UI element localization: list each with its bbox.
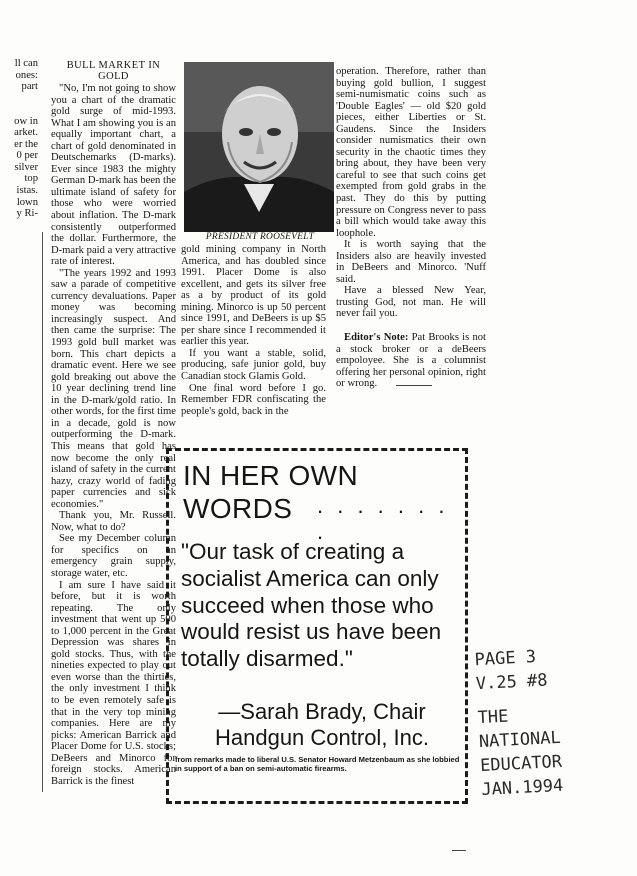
fragment-line: top	[24, 173, 38, 185]
article-column-3	[336, 66, 486, 390]
paragraph: "No, I'm not going to show you a chart of the dramatic gold surge of mid-1993. What I am showing you is an equally important chart, a chart of gold denominated in Deutschemarks (D-marks). Ever since 1983 the mighty German D-mark has been the ultimate island of safety for those who were worried about inflation. The D-mark consistently outperformed the dollar. Furthermore, the D-mark paid a very attractive rate of interest.	[51, 83, 176, 268]
fragment-line: ow in	[14, 115, 38, 127]
roosevelt-photo	[184, 62, 334, 232]
section-headline: BULL MARKET IN GOLD	[66, 60, 161, 82]
paragraph: If you want a stable, solid, producing, safe junior gold, buy Canadian stock Glamis Gold.	[181, 347, 326, 383]
paragraph: operation. Therefore, rather than buying gold bullion, I suggest semi-numismatic coins such as 'Double Eagles' — old $20 gold pieces, either Liberties or St. Gaudens. Since the Insiders consider numismatics their own security in the chaotic times they bring about, they have been very careful to see that such coins get exempted from gold grabs in the past. They do this by putting pressure on Congress never to pass a bill which would take away this loophole.	[336, 66, 486, 239]
fragment-line: er the	[14, 138, 38, 150]
article-column-2	[181, 244, 326, 417]
quote-footnote: from remarks made to liberal U.S. Senator Howard Metzenbaum as she lobbied in support of a ban on semi-automatic firearms.	[175, 755, 460, 773]
editor-note-text: Pat Brooks is not a stock broker or a deBeers empoloyee. She is a columnist offering her personal opinion, right or wrong.	[336, 332, 486, 390]
quote-text: "Our task of creating a socialist America can only succeed when those who would resist us have been totally disarmed."	[181, 539, 442, 672]
article-column-1	[51, 60, 176, 787]
handwritten-note: PAGE 3 V.25 #8 THE NATIONAL EDUCATOR JAN.1994	[474, 647, 564, 801]
fragment-line: part	[21, 81, 38, 93]
box-title-dots: . . . . . . . .	[317, 493, 449, 544]
editor-note	[336, 332, 486, 390]
fragment-line: silver	[14, 161, 38, 173]
fragment-line: ll can	[14, 58, 38, 69]
paragraph: "The years 1992 and 1993 saw a parade of competitive currency devaluations. Paper money was becoming increasingly suspect. And then came the surprise: The 1993 gold bull market was born. This chart depicts a dramatic event. Here we see gold breaking out above the 10 year declining trend line in the D-mark/gold ratio. In other words, for the first time in a decade, gold is now outperforming the D-mark. This means that gold has now become the only real island of safety in the current hazy, crazy world of fading paper currencies and sick economies."	[51, 267, 176, 510]
paragraph: I am sure I have said it before, but it is worth repeating. The only investment that went up 500 to 1,000 percent in the Great Depression was shares in gold stocks. Thus, with the nineties expected to play out even worse than the thirties, the only investment I think to be even remotely safe is that in the very top mining companies. Here are my picks: American Barrick and Placer Dome for U.S. stocks; DeBeers and Minorco for foreign stocks. American Barrick is the finest	[51, 579, 176, 787]
fragment-line: 0 per	[16, 150, 38, 162]
fragment-line: y Ri-	[16, 208, 38, 220]
separator-rule	[396, 385, 432, 386]
fragment-line: arket.	[14, 127, 38, 139]
paragraph: Thank you, Mr. Russell. Now, what to do?	[51, 510, 176, 533]
quote-box	[166, 448, 468, 804]
column-divider	[42, 232, 43, 792]
stray-mark	[452, 850, 466, 851]
box-title: IN HER OWN WORDS	[183, 460, 359, 524]
paragraph: Have a blessed New Year, trusting God, not man. He will never fail you.	[336, 285, 486, 320]
editor-note-label: Editor's Note:	[344, 332, 409, 344]
left-column-fragment	[0, 58, 38, 220]
fragment-line: lown	[16, 196, 38, 208]
fragment-line: istas.	[16, 185, 38, 197]
photo-caption: PRESIDENT ROOSEVELT	[205, 232, 315, 242]
spacer	[336, 320, 486, 332]
fragment-line	[0, 93, 38, 105]
paragraph: See my December column for specifics on an emergency grain supply, storage water, etc.	[51, 533, 176, 579]
paragraph: One final word before I go. Remember FDR confiscating the people's gold, back in the	[181, 382, 326, 417]
fragment-line: ones:	[15, 69, 38, 81]
paragraph: It is worth saying that the Insiders also are heavily invested in DeBeers and Minorco. 'Nuff said.	[336, 239, 486, 285]
fragment-line	[0, 104, 38, 116]
quote-attribution: —Sarah Brady, Chair Handgun Control, Inc.	[214, 699, 430, 750]
paragraph: gold mining company in North America, and has doubled since 1991. Placer Dome is also excellent, and gets its silver free as a by product of its gold mining. Minorco is up 50 percent since 1991, and DeBeers is up $5 per share since I recommended it earlier this year.	[181, 244, 326, 348]
